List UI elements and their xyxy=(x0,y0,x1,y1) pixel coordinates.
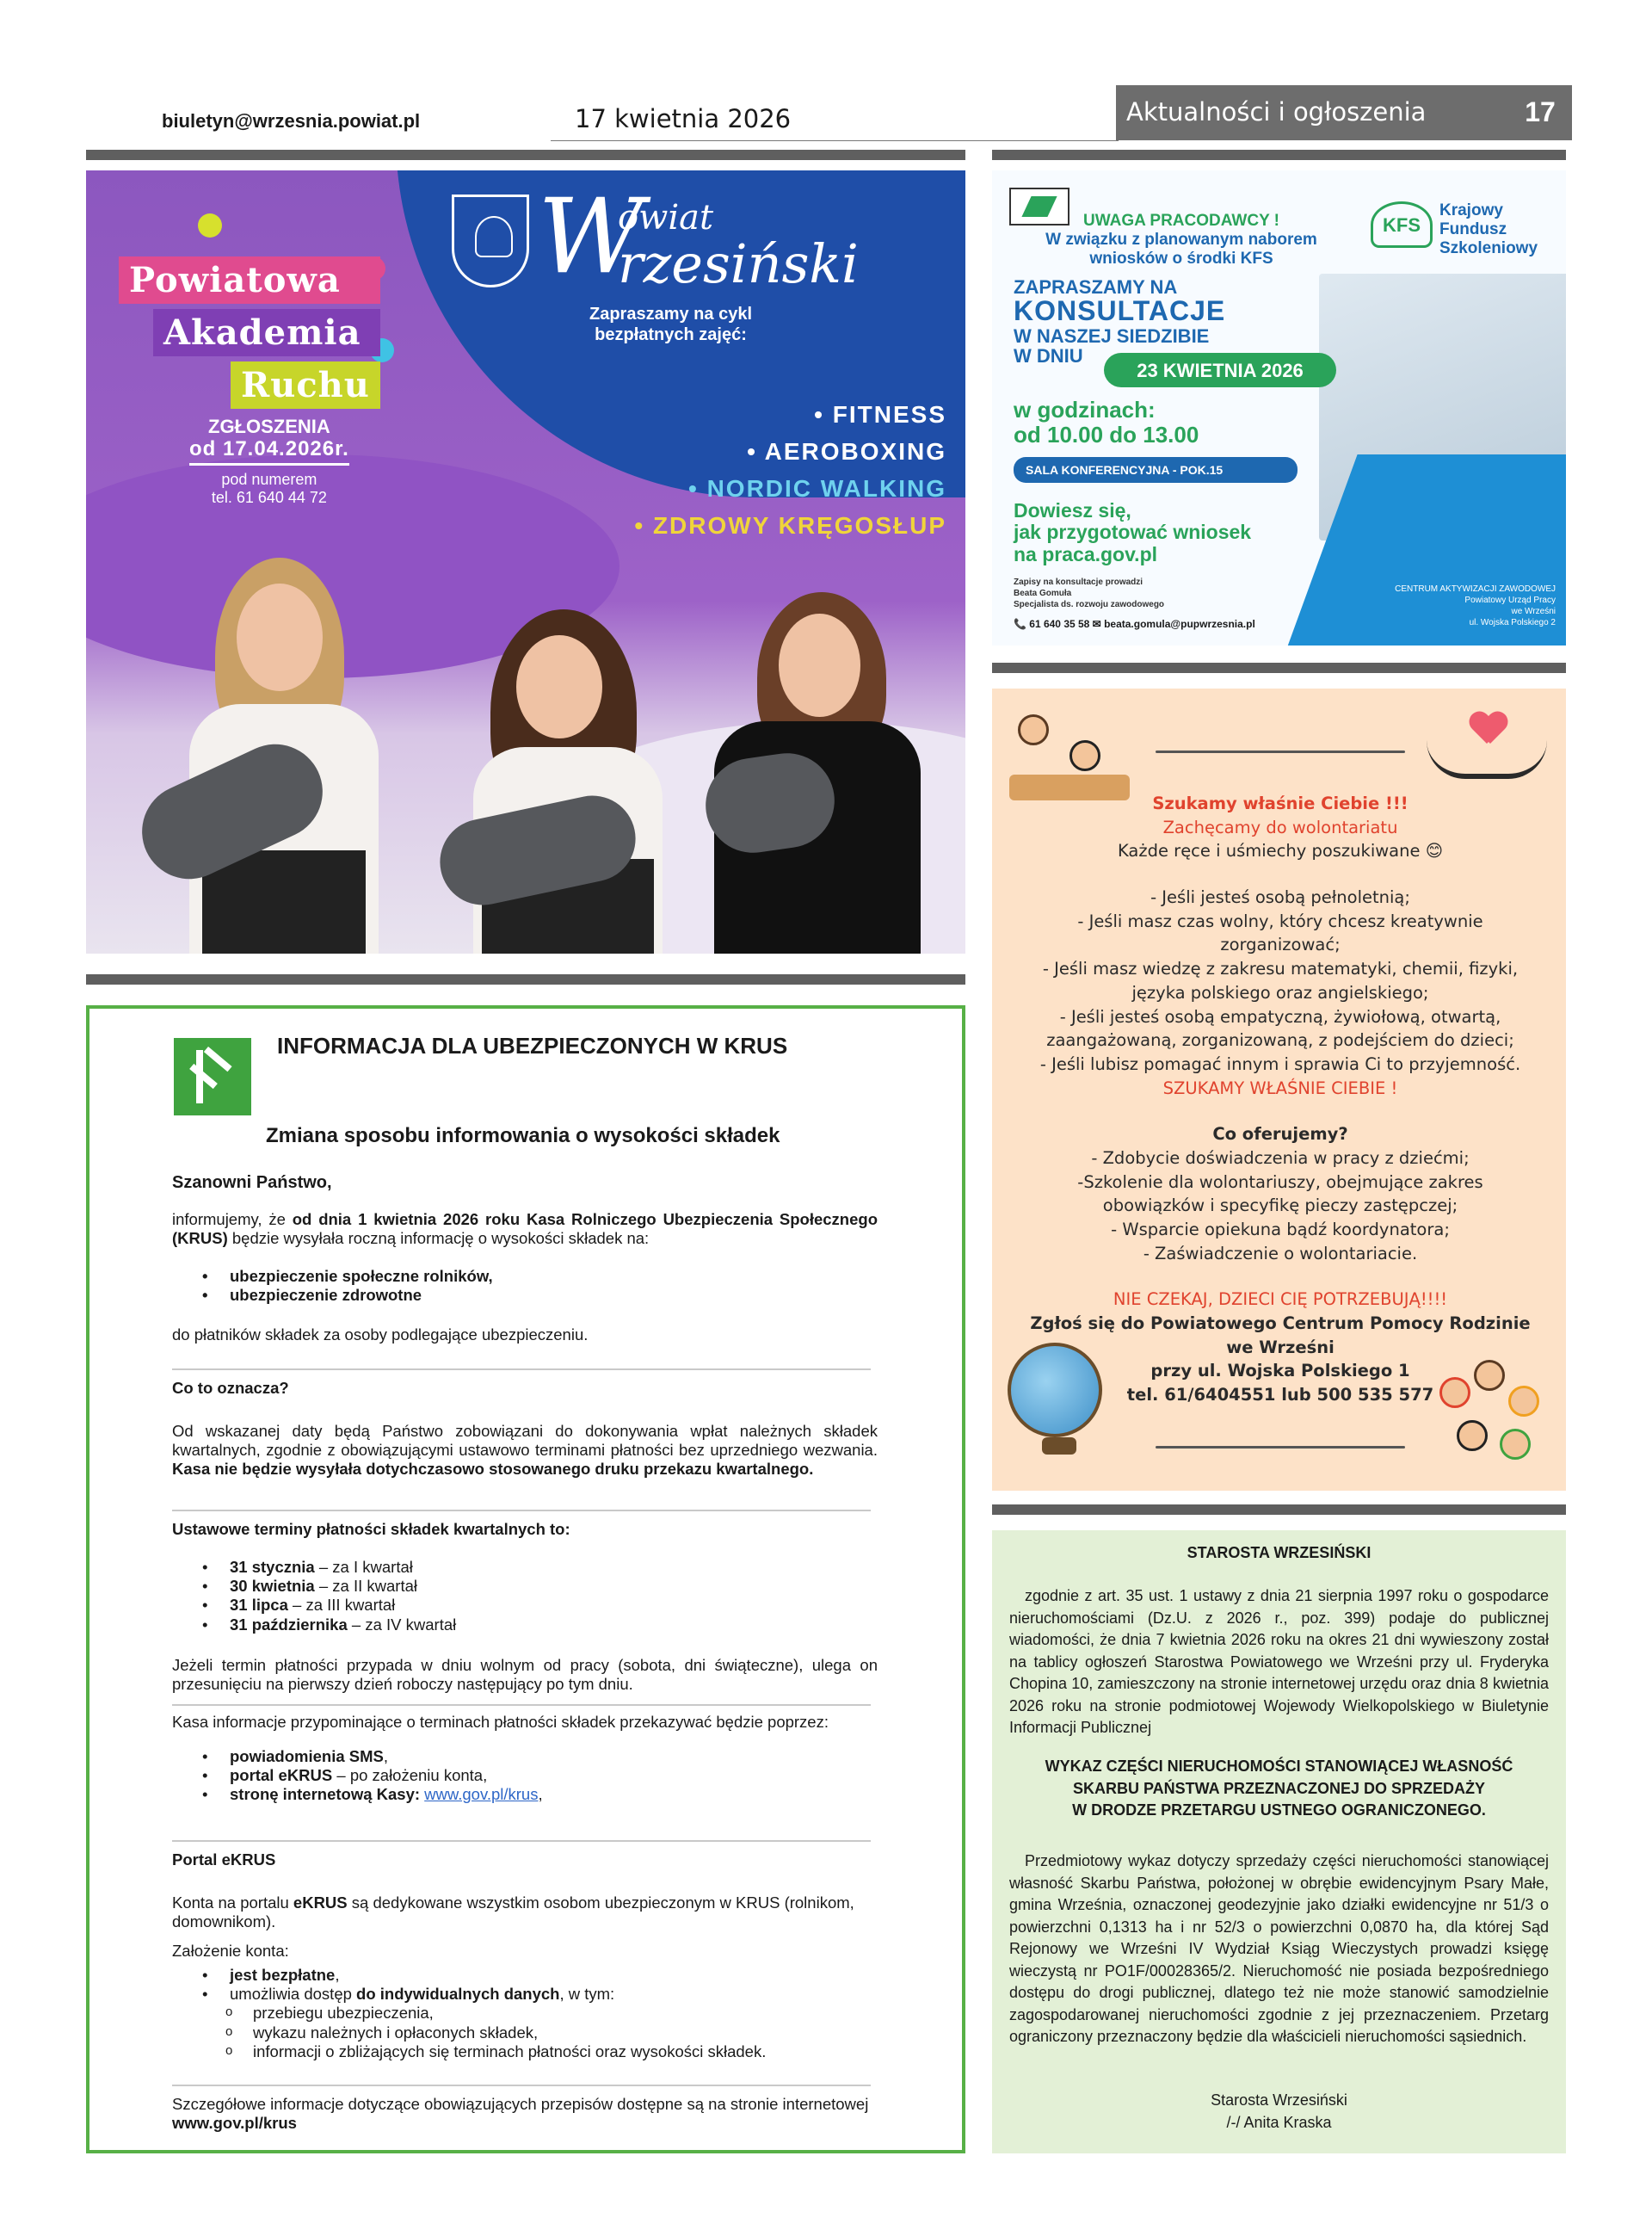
contact-line: Specjalista ds. rozwoju zawodowego xyxy=(1014,600,1165,609)
divider-bar xyxy=(992,663,1566,673)
brand-initial: W xyxy=(538,177,644,297)
room-badge: SALA KONFERENCYJNA - POK.15 xyxy=(1014,457,1298,483)
text-run: są dedykowane wszystkim osobom ubezpieczonym w KRUS (rolnikom, domownikom). xyxy=(172,1893,854,1931)
heading-line: KONSULTACJE xyxy=(1014,295,1226,327)
list-item xyxy=(202,1577,878,1596)
section-heading: Ustawowe terminy płatności składek kwartalnych to: xyxy=(172,1520,570,1538)
offer-item: - Zaświadczenie o wolontariacie. xyxy=(1143,1243,1418,1263)
krus-website-link[interactable]: www.gov.pl/krus xyxy=(424,1785,539,1804)
offer-heading: Co oferujemy? xyxy=(1212,1124,1348,1145)
date-text: 31 lipca xyxy=(230,1596,288,1615)
volunteer-text xyxy=(1026,792,1534,1407)
offer-item: - Wsparcie opiekuna bądź koordynatora; xyxy=(1111,1220,1450,1239)
krus-paragraph: Kasa informacje przypominające o terminach płatności składek przekazywać będzie poprzez: xyxy=(172,1713,829,1731)
activity-item: • FITNESS xyxy=(814,401,946,428)
text-run: umożliwia dostęp xyxy=(230,1985,357,2004)
krus-paragraph: Jeżeli termin płatności przypada w dniu wolnym od pracy (sobota, dni świąteczne), ulega on przesunięciu na pierwszy dzień roboczy następujący po tym dniu. xyxy=(172,1656,878,1694)
text-run: Od wskazanej daty będą Państwo zobowiązani do dokonywania wpłat należnych składek kwartalnych, zgodnie z obowiązującymi ustawowo terminami płatności bez uprzedniego wezwania. xyxy=(172,1422,878,1460)
quarter-text: – za IV kwartał xyxy=(347,1615,457,1634)
address-line: Powiatowy Urząd Pracy xyxy=(1464,596,1556,605)
text-run: , xyxy=(335,1966,340,1984)
signature-line: /-/ Anita Kraska xyxy=(1226,2113,1332,2131)
text-run: www.gov.pl/krus xyxy=(172,2114,297,2133)
offer-item: -Szkolenie dla wolontariuszy, obejmujące zakres obowiązków i specyfikę pieczy zastępczej; xyxy=(1077,1171,1483,1216)
section-heading: Założenie konta: xyxy=(172,1942,289,1960)
hours-label: w godzinach: xyxy=(1014,397,1156,423)
globe-stand xyxy=(1042,1437,1076,1455)
date-text: 31 stycznia xyxy=(230,1558,315,1576)
section-divider xyxy=(172,1840,871,1842)
text-run: stronę internetową Kasy: xyxy=(230,1785,425,1804)
section-divider xyxy=(172,1704,871,1706)
list-item xyxy=(202,1785,878,1804)
woman-photo xyxy=(447,609,688,954)
address-line: ul. Wojska Polskiego 2 xyxy=(1469,618,1556,627)
registration-label: ZGŁOSZENIA xyxy=(208,416,330,437)
kfs-name xyxy=(1439,201,1538,258)
divider-bar xyxy=(86,150,965,160)
kfs-name-line: Krajowy xyxy=(1439,201,1503,219)
text-run: eKRUS xyxy=(293,1893,348,1912)
office-address xyxy=(1371,584,1556,628)
activity-item: • NORDIC WALKING xyxy=(687,475,946,502)
akademia-ruchu-logo xyxy=(119,256,380,414)
text-run: Szczegółowe informacje dotyczące obowiązujących przepisów dostępne są na stronie internetowej xyxy=(172,2095,869,2113)
requirement-item: - Jeśli masz czas wolny, który chcesz kreatywnie zorganizować; xyxy=(1077,911,1483,955)
krus-paragraph xyxy=(172,1422,878,1479)
header-email: biuletyn@wrzesnia.powiat.pl xyxy=(162,110,421,132)
list-item xyxy=(202,1615,878,1634)
contact-line: przy ul. Wojska Polskiego 1 xyxy=(1150,1361,1410,1381)
text-run: , xyxy=(383,1747,388,1765)
phone-number: tel. 61 640 44 72 xyxy=(211,488,327,506)
krus-greeting: Szanowni Państwo, xyxy=(172,1173,332,1192)
activity-item: • AEROBOXING xyxy=(747,438,946,465)
contact-line: we Wrześni xyxy=(1226,1337,1335,1357)
section-heading: Portal eKRUS xyxy=(172,1850,276,1869)
heading-line: SKARBU PAŃSTWA PRZEZNACZONEJ DO SPRZEDAŻY xyxy=(1072,1779,1486,1797)
requirement-item: - Jeśli jesteś osobą empatyczną, żywiołową, otwartą, zaangażowaną, zorganizowaną, z podejściem do dzieci; xyxy=(1046,1006,1514,1051)
kfs-name-line: Szkoleniowy xyxy=(1439,238,1538,257)
section-heading: Co to oznacza? xyxy=(172,1379,289,1397)
date-text: 30 kwietnia xyxy=(230,1577,315,1596)
registration-info xyxy=(189,416,349,506)
volunteer-title: Szukamy właśnie Ciebie !!! xyxy=(1152,794,1409,813)
text-run: , xyxy=(538,1785,543,1804)
heading-line: W NASZEJ SIEDZIBIE xyxy=(1014,324,1210,347)
notice-paragraph: zgodnie z art. 35 ust. 1 ustawy z dnia 21 sierpnia 1997 roku o gospodarce nieruchomościami (Dz.U. z 2026 r., poz. 399) podaje do publicznej wiadomości, że dnia 7 kwietnia 2026 roku na okres 21 dni wywieszony został na tablicy ogłoszeń Starostwa Powiatowego we Wrześni przy ul. Fryderyka Chopina 10, zamieszczony na stronie internetowej urzędu oraz dnia 8 kwietnia 2026 roku na stronie podmiotowej Wojewody Wielkopolskiego w Biuletynie Informacji Publicznej xyxy=(1009,1587,1549,1737)
payment-dates-list xyxy=(172,1558,878,1634)
logo-line: Powiatowa xyxy=(119,256,380,304)
krus-paragraph xyxy=(172,1210,878,1248)
offer-item: - Zdobycie doświadczenia w pracy z dziećmi; xyxy=(1091,1147,1470,1168)
invite-line: Zapraszamy na cykl xyxy=(589,305,752,324)
requirement-item: - Jeśli jesteś osobą pełnoletnią; xyxy=(1150,887,1410,908)
volunteer-line: Każde ręce i uśmiechy poszukiwane 😊 xyxy=(1117,841,1444,862)
heading-line: W DRODZE PRZETARGU USTNEGO OGRANICZONEGO. xyxy=(1072,1801,1486,1819)
header-date: 17 kwietnia 2026 xyxy=(575,104,792,133)
list-item xyxy=(202,1966,878,1985)
kfs-ad xyxy=(992,170,1566,646)
woman-photo xyxy=(155,558,413,954)
ornament-line xyxy=(1156,1446,1405,1449)
krus-paragraph xyxy=(172,1893,878,1931)
child-face-icon xyxy=(1508,1386,1539,1417)
invite-line: bezpłatnych zajęć: xyxy=(595,325,747,344)
address-line: CENTRUM AKTYWIZACJI ZAWODOWEJ xyxy=(1395,584,1556,594)
activities-list xyxy=(533,401,946,549)
face-shape xyxy=(237,584,323,691)
logo-line: Akademia xyxy=(153,309,380,356)
krus-title: INFORMACJA DLA UBEZPIECZONYCH W KRUS xyxy=(277,1033,788,1059)
sub-list-item: o przebiegu ubezpieczenia, xyxy=(225,2004,878,2023)
section-divider xyxy=(172,1368,871,1370)
hours xyxy=(1014,398,1199,447)
fitness-ad xyxy=(86,170,965,954)
notice-line: wniosków o środki KFS xyxy=(1089,249,1273,268)
divider-bar xyxy=(992,1504,1566,1515)
text-run: Kasa nie będzie wysyłała dotychczasowo stosowanego druku przekazu kwartalnego. xyxy=(172,1460,814,1479)
logo-line: Ruchu xyxy=(231,361,380,409)
quarter-text: – za III kwartał xyxy=(287,1596,396,1615)
child-face-icon xyxy=(1500,1429,1531,1460)
krus-subtitle: Zmiana sposobu informowania o wysokości składek xyxy=(266,1124,780,1147)
event-date-badge: 23 KWIETNIA 2026 xyxy=(1104,353,1336,387)
contact-line: Beata Gomuła xyxy=(1014,589,1072,598)
brand-powiat: owiat xyxy=(618,198,714,238)
kfs-logo-icon: KFS xyxy=(1371,201,1433,248)
county-crest-icon xyxy=(452,195,529,287)
list-item xyxy=(202,1985,878,2004)
child-face-icon xyxy=(1439,1377,1470,1408)
employer-notice xyxy=(1009,212,1353,269)
activity-item: • ZDROWY KRĘGOSŁUP xyxy=(634,512,946,539)
heading-line: W DNIU xyxy=(1014,344,1083,367)
quarter-text: – za I kwartał xyxy=(314,1558,413,1576)
requirement-item: - Jeśli masz wiedzę z zakresu matematyki, chemii, fizyki, języka polskiego oraz angielskiego; xyxy=(1042,959,1519,1003)
header-section: Aktualności i ogłoszenia xyxy=(1116,85,1572,140)
child-face-icon xyxy=(1457,1420,1488,1451)
learn-line: jak przygotować wniosek xyxy=(1014,521,1252,544)
section-divider xyxy=(172,2085,871,2086)
notice-title: STAROSTA WRZESIŃSKI xyxy=(1187,1544,1372,1561)
text-run: będzie wysyłała roczną informację o wysokości składek na: xyxy=(227,1229,650,1248)
brand-wrzesinski: rzesiński xyxy=(618,232,859,295)
star-figure-icon xyxy=(198,213,222,238)
header-rule xyxy=(551,140,1119,141)
krus-logo-icon xyxy=(174,1038,251,1115)
child-face-icon xyxy=(1069,740,1100,771)
page-number: 17 xyxy=(1514,85,1566,140)
signature xyxy=(992,2090,1566,2134)
volunteer-callout: SZUKAMY WŁAŚNIE CIEBIE ! xyxy=(1162,1078,1398,1098)
contact-line: Zapisy na konsultacje prowadzi xyxy=(1014,578,1143,587)
invite-text xyxy=(589,304,752,345)
phone-email-line: 📞 61 640 35 58 ✉ beata.gomula@pupwrzesnia.pl xyxy=(1014,618,1255,630)
registration-date: od 17.04.2026r. xyxy=(189,437,349,466)
phone-label: pod numerem xyxy=(221,470,317,488)
notice-paragraph: Przedmiotowy wykaz dotyczy sprzedaży części nieruchomości stanowiącej własność Skarbu Państwa, położonej w obrębie ewidencyjnym Psary Małe, gmina Września, oznaczonej geodezyjnie jako działki ewidencyjne nr 51/3 o powierzchni 0,1313 ha i nr 52/3 o powierzchni 0,0870 ha, dla której Sąd Rejonowy we Wrześni IV Wydział Ksiąg Wieczystych prowadzi księgę wieczystą nr PO1F/00028365/2. Nieruchomość nie posiada bezpośredniego dostępu do drogi publicznej, dlatego też nie może stanowić samodzielnie zagospodarowanej nieruchomości zgodnie z jej przeznaczeniem. Przetarg ograniczony przeznaczony będzie dla właścicieli nieruchomości sąsiednich. xyxy=(1009,1852,1549,2046)
heading-line: ZAPRASZAMY NA xyxy=(1014,276,1178,298)
wykaz-heading xyxy=(1009,1756,1549,1822)
hours-value: od 10.00 do 13.00 xyxy=(1014,421,1199,448)
text-run: , w tym: xyxy=(559,1985,615,2004)
list-item xyxy=(202,1747,878,1766)
face-shape xyxy=(516,635,602,738)
text-run: jest bezpłatne xyxy=(230,1966,336,1984)
text-run: od dnia 1 kwietnia 2026 roku Kasa Rolniczego Ubezpieczenia Społecznego (KRUS) xyxy=(172,1210,878,1248)
sub-list-item: o wykazu należnych i opłaconych składek, xyxy=(225,2023,878,2042)
text-run: powiadomienia SMS xyxy=(230,1747,384,1765)
quarter-text: – za II kwartał xyxy=(314,1577,417,1596)
child-face-icon xyxy=(1474,1360,1505,1391)
list-item xyxy=(202,1558,878,1577)
insurance-list xyxy=(172,1267,878,1305)
volunteer-subtitle: Zachęcamy do wolontariatu xyxy=(1162,817,1398,837)
hands-icon xyxy=(1427,740,1547,779)
notice-title: UWAGA PRACODAWCY ! xyxy=(1083,212,1279,230)
text-run: Konta na portalu xyxy=(172,1893,293,1912)
text-run: informujemy, że xyxy=(172,1210,293,1228)
list-item: • ubezpieczenie zdrowotne xyxy=(202,1286,878,1305)
learn-line: na praca.gov.pl xyxy=(1014,542,1158,565)
date-text: 31 października xyxy=(230,1615,348,1634)
krus-paragraph: do płatników składek za osoby podlegające ubezpieczeniu. xyxy=(172,1325,589,1344)
text-run: do indywidualnych danych xyxy=(356,1985,560,2004)
heading-line: WYKAZ CZĘŚCI NIERUCHOMOŚCI STANOWIĄCEJ WŁASNOŚĆ xyxy=(1045,1757,1513,1775)
child-face-icon xyxy=(1018,714,1049,745)
contact-line: Zgłoś się do Powiatowego Centrum Pomocy Rodzinie xyxy=(1030,1313,1531,1334)
text-run: portal eKRUS xyxy=(230,1766,333,1785)
list-item xyxy=(202,1596,878,1615)
divider-bar xyxy=(992,150,1566,160)
globe-icon xyxy=(1008,1343,1102,1437)
registration-contact xyxy=(1014,577,1164,610)
starosta-notice xyxy=(992,1530,1566,2153)
face-shape xyxy=(779,614,860,717)
list-item: • ubezpieczenie społeczne rolników, xyxy=(202,1267,878,1286)
ornament-line xyxy=(1156,751,1405,753)
contact-line: tel. 61/6404551 lub 500 535 577 xyxy=(1126,1385,1434,1405)
volunteer-ad xyxy=(992,689,1566,1491)
sub-list-item: o informacji o zbliżających się terminach płatności oraz wysokości składek. xyxy=(225,2042,878,2061)
signature-line: Starosta Wrzesiński xyxy=(1211,2091,1347,2109)
text-run: – po założeniu konta, xyxy=(332,1766,488,1785)
krus-notice xyxy=(86,1005,965,2153)
woman-photo xyxy=(688,592,938,954)
requirement-item: - Jeśli lubisz pomagać innym i sprawia Ci to przyjemność. xyxy=(1039,1053,1521,1074)
list-item xyxy=(202,1766,878,1785)
learn-line: Dowiesz się, xyxy=(1014,499,1131,522)
krus-paragraph xyxy=(172,2095,878,2133)
kfs-name-line: Fundusz xyxy=(1439,219,1507,238)
section-divider xyxy=(172,1510,871,1511)
channels-list xyxy=(172,1747,878,1805)
address-line: we Wrześni xyxy=(1511,607,1556,616)
divider-bar xyxy=(86,974,965,985)
learn-text xyxy=(1014,500,1251,565)
account-list xyxy=(172,1966,878,2061)
volunteer-urgent: NIE CZEKAJ, DZIECI CIĘ POTRZEBUJĄ!!!! xyxy=(1113,1289,1448,1310)
notice-line: W związku z planowanym naborem xyxy=(1045,230,1317,249)
